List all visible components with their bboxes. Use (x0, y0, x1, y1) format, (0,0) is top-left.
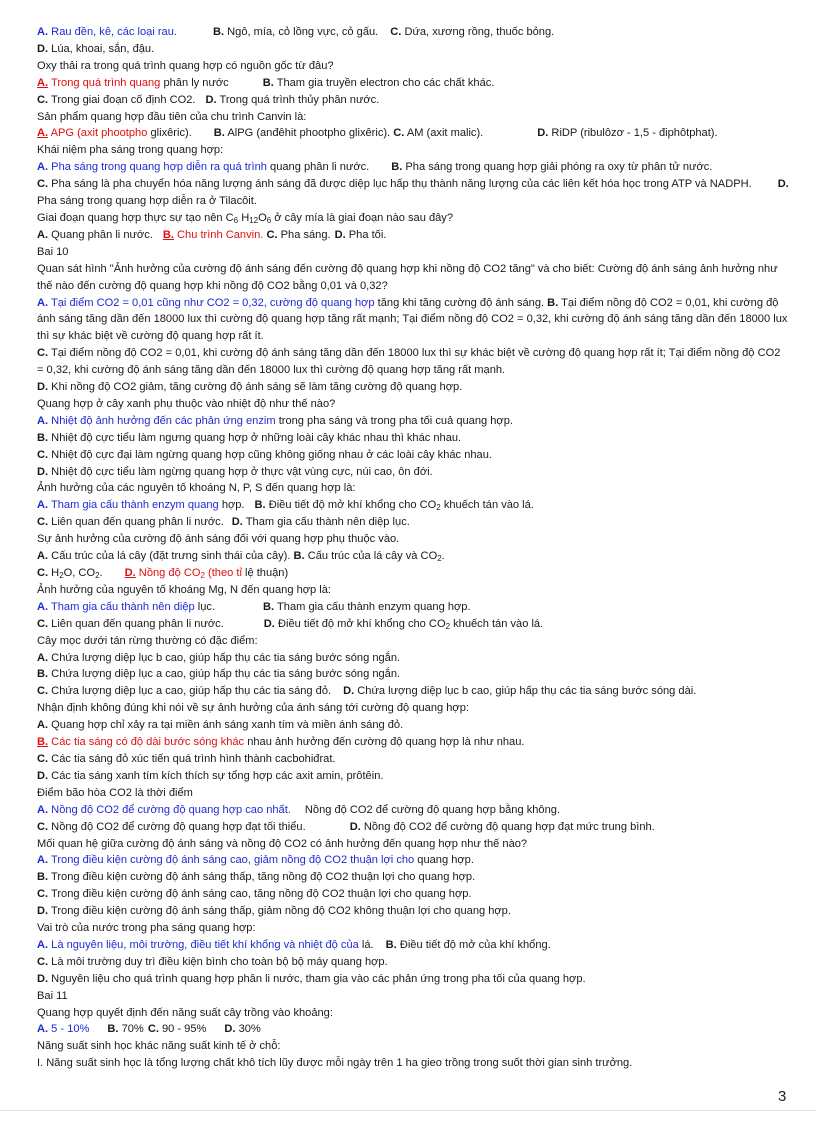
text-segment: O (258, 211, 267, 224)
text-segment: glixêric). (147, 127, 192, 140)
text-segment: Oxy thải ra trong quá trình quang hợp có nguồn gốc từ đâu? (37, 59, 334, 72)
text-segment: Trong quá trình thủy phân nước. (216, 93, 380, 106)
text-line (37, 24, 789, 41)
text-line (37, 41, 789, 58)
text-line (37, 142, 789, 159)
text-line (37, 565, 789, 582)
text-segment: A. (37, 76, 49, 89)
text-segment: Tham gia cấu thành nên diệp (48, 600, 195, 613)
text-segment: Bai 10 (37, 245, 69, 258)
text-segment: Là môi trường duy trì điều kiện bình cho toàn bộ bộ máy quang hợp. (48, 955, 388, 968)
text-segment: Lúa, khoai, sắn, đậu. (48, 42, 155, 55)
text-segment: APG (axit phootpho (48, 127, 148, 140)
text-line (37, 227, 789, 244)
text-line (37, 751, 789, 768)
text-segment: C. (37, 448, 49, 461)
text-segment: D. (205, 93, 217, 106)
text-segment: D. (124, 567, 136, 579)
text-line (37, 295, 789, 346)
subscript: 2 (437, 554, 442, 564)
text-segment: C. (37, 93, 49, 106)
text-segment: Tham gia cấu thành enzym quang (48, 499, 219, 512)
text-line (37, 464, 789, 481)
text-segment: AM (axit malic). (404, 127, 484, 140)
text-line (37, 261, 789, 295)
text-segment: D. (224, 1023, 236, 1036)
text-line (37, 819, 789, 836)
text-segment: Tại điểm CO2 = 0,01 cũng như CO2 = 0,32, cường độ quang hợp (48, 296, 375, 309)
text-segment: Chứa lượng diệp lục b cao, giúp hấp thụ các tia sáng bước sóng dài. (354, 685, 697, 698)
text-segment: Chứa lượng diệp lục a cao, giúp hấp thụ các tia sáng đỏ. (48, 685, 332, 698)
text-segment: B. (212, 26, 225, 38)
text-line (37, 75, 789, 92)
text-segment: Dứa, xương rồng, thuốc bỏng. (401, 26, 555, 38)
text-segment: Vai trò của nước trong pha sáng quang hợp: (37, 922, 256, 935)
text-segment: Ảnh hưởng của các nguyên tố khoáng N, P, S đến quang hợp là: (37, 482, 356, 495)
text-line (37, 633, 789, 650)
text-segment: B. (213, 127, 225, 140)
text-segment: O, CO (63, 567, 96, 579)
text-segment: tăng khi tăng cường độ ánh sáng. (374, 296, 545, 309)
subscript: 6 (233, 215, 239, 225)
text-segment: Giai đoạn quang hợp thực sự tạo nên C (37, 211, 234, 224)
text-line (37, 1021, 789, 1038)
text-line (37, 58, 789, 75)
document-page (37, 24, 789, 1072)
text-line (37, 531, 789, 548)
text-segment: ở cây mía là giai đoạn nào sau đây? (271, 211, 454, 224)
text-segment: Pha sáng trong quang hợp giải phóng ra oxy từ phân tử nước. (402, 161, 713, 174)
text-segment: Quang hợp quyết định đến năng suất cây trồng vào khoảng: (37, 1006, 333, 1019)
text-segment: Pha sáng trong quang hợp diễn ra ở Tilacôit. (37, 195, 257, 208)
text-line (37, 109, 789, 126)
text-line (37, 886, 789, 903)
text-segment: Pha sáng trong quang hợp diễn ra quá trình (48, 161, 267, 174)
text-line (37, 1005, 789, 1022)
text-segment: Trong quá trình quang (48, 76, 161, 89)
text-line (37, 785, 789, 802)
text-segment: Nồng độ CO2 để cường độ quang hợp đạt mức trung bình. (360, 820, 655, 833)
text-segment: RiDP (ribulôzơ - 1,5 - điphôtphat). (548, 127, 718, 140)
text-segment: B. (290, 550, 305, 563)
text-segment: Trong điều kiện cường độ ánh sáng thấp, giảm nồng độ CO2 không thuận lợi cho quang hợp. (48, 905, 511, 918)
text-segment: A. (37, 651, 49, 664)
text-segment: C. (37, 820, 49, 833)
text-segment: B. (262, 76, 274, 89)
text-segment: quang phân li nước. (266, 161, 370, 174)
text-segment: C. (37, 955, 49, 968)
text-segment: Tại điểm nồng độ CO2 = 0,01, khi cường độ ánh sáng tăng dần đến 18000 lux thì sự khác biệt về cường độ quang hợp rất ít; Tại điểm nồng độ CO2 = 0,32, khi cường độ ánh sáng tăng dần đến 18000 lux thì cường độ quang hợp tăng rất mạnh. (37, 347, 781, 377)
text-segment: H (48, 567, 60, 579)
page-number: 3 (778, 1088, 787, 1105)
text-segment: Tham gia cấu thành enzym quang hợp. (274, 600, 471, 613)
text-segment: khuếch tán vào lá. (440, 499, 534, 512)
text-line (37, 582, 789, 599)
text-segment: D. (37, 769, 49, 782)
text-segment: Ảnh hưởng của nguyên tố khoáng Mg, N đến quang hợp là: (37, 583, 331, 596)
text-line (37, 734, 789, 751)
text-segment: D. (263, 617, 275, 630)
text-segment: Điều tiết độ mở của khí khổng. (396, 938, 551, 951)
text-segment: Quang hợp chỉ xảy ra tại miền ánh sáng xanh tím và miền ánh sáng đỏ. (48, 719, 404, 732)
text-segment: Tham gia truyền electron cho các chất khác. (273, 76, 495, 89)
text-line (37, 802, 789, 819)
text-line (37, 768, 789, 785)
text-segment: A. (37, 1023, 49, 1036)
text-segment: B. (391, 161, 403, 174)
text-segment: D. (37, 972, 49, 985)
text-segment: Nhiệt độ cực tiểu làm ngừng quang hợp ở thực vật vùng cực, núi cao, ôn đới. (48, 465, 433, 478)
text-line (37, 1038, 789, 1055)
text-segment: Pha tối. (345, 228, 387, 241)
text-segment: lá. (358, 938, 374, 951)
text-line (37, 210, 789, 227)
text-segment: D. (37, 905, 49, 918)
text-segment: A. (37, 719, 49, 732)
text-line (37, 717, 789, 734)
text-line (37, 480, 789, 497)
text-segment: (theo tỉ (204, 567, 242, 579)
text-segment: A. (37, 550, 49, 563)
text-segment: D. (777, 178, 789, 191)
text-line (37, 836, 789, 853)
text-line (37, 988, 789, 1005)
text-segment: Nhiệt độ cực tiểu làm ngưng quang hợp ở những loài cây khác nhau thì khác nhau. (48, 431, 462, 444)
text-segment: B. (107, 1023, 119, 1036)
text-segment: Là nguyên liệu, môi trường, điều tiết khí khổng và nhiệt độ của (48, 938, 359, 951)
text-segment: A. (37, 803, 49, 816)
text-segment: D. (343, 685, 355, 698)
text-line (37, 650, 789, 667)
subscript: 12 (249, 215, 259, 225)
text-segment: C. (390, 127, 405, 140)
text-segment: B. (37, 871, 49, 884)
subscript: 2 (436, 503, 441, 513)
text-line (37, 666, 789, 683)
text-line (37, 599, 789, 616)
text-segment: A. (37, 854, 49, 867)
text-segment: . (99, 567, 103, 579)
text-segment: 30% (235, 1023, 261, 1036)
text-segment: Nồng độ CO (135, 567, 201, 579)
subscript: 6 (266, 215, 272, 225)
text-segment: C. (390, 26, 402, 38)
text-segment: Liên quan đến quang phân li nước. (48, 516, 224, 529)
text-segment: Quang hợp ở cây xanh phụ thuộc vào nhiệt độ như thế nào? (37, 397, 336, 410)
text-line (37, 852, 789, 869)
text-segment: C. (37, 685, 49, 698)
text-segment: D. (334, 228, 346, 241)
text-line (37, 430, 789, 447)
text-segment: khuếch tán vào lá. (450, 617, 544, 630)
text-segment: D. (37, 381, 49, 394)
text-line (37, 954, 789, 971)
text-segment: Các tia sáng xanh tím kích thích sự tổng hợp các axit amin, prôtêin. (48, 769, 384, 782)
text-line (37, 379, 789, 396)
text-segment: A. (37, 600, 49, 613)
text-segment: B. (37, 736, 49, 749)
text-segment: Các tia sáng có độ dài bước sóng khác (48, 736, 245, 749)
text-segment: phân ly nước (160, 76, 229, 89)
text-segment: C. (147, 1023, 159, 1036)
text-segment: B. (544, 296, 559, 309)
text-segment: A. (37, 228, 49, 241)
text-line (37, 700, 789, 717)
text-segment: AlPG (anđêhit phootpho glixêric). (224, 127, 391, 140)
text-segment: Pha sáng là pha chuyển hóa năng lượng ánh sáng đã được diệp lục hấp thụ thành năng lượng của các liên kết hóa học trong ATP và NADPH. (48, 178, 752, 191)
text-line (37, 548, 789, 565)
text-segment: Tại điểm nồng độ CO2 = 0,01, khi cường độ ánh sáng tăng dần đến 18000 lux thì cường độ quang hợp tăng rất mạnh; Tại điểm nồng độ CO2 = 0,32, khi cường độ ánh sáng tăng dần đến 18000 lux thì sự khác biệt về cường độ quang hợp rất ít. (37, 296, 788, 343)
text-segment: Trong điều kiện cường độ ánh sáng cao, giảm nồng độ CO2 thuận lợi cho (48, 854, 415, 867)
text-segment: A. (37, 938, 49, 951)
text-segment: Trong điều kiện cường độ ánh sáng thấp, tăng nồng độ CO2 thuận lợi cho quang hợp. (48, 871, 476, 884)
text-line (37, 937, 789, 954)
text-segment: C. (37, 617, 49, 630)
text-segment: lệ thuận) (241, 567, 289, 579)
text-segment: I. Năng suất sinh học là tổng lượng chất khô tích lũy được mỗi ngày trên 1 ha gieo trồng trong suốt thời gian sinh trưởng. (37, 1057, 633, 1070)
text-segment: Nguyên liệu cho quá trình quang hợp phân li nước, tham gia vào các phản ứng trong pha tối của quang hợp. (48, 972, 586, 985)
text-line (37, 396, 789, 413)
text-segment: Khi nồng độ CO2 giảm, tăng cường độ ánh sáng sẽ làm tăng cường độ quang hợp. (48, 381, 463, 394)
text-segment: C. (37, 888, 49, 901)
text-segment: Điều tiết độ mở khí khổng cho CO (274, 617, 446, 630)
text-segment: Nhiệt độ ảnh hưởng đến các phản ứng enzim (48, 414, 276, 427)
text-line (37, 176, 789, 210)
text-segment: Năng suất sinh học khác năng suất kinh tế ở chỗ: (37, 1040, 281, 1053)
text-segment: Cấu trúc của lá cây và CO (304, 550, 438, 563)
text-segment: C. (37, 752, 49, 765)
text-segment: quang hợp. (414, 854, 474, 867)
text-segment: B. (162, 228, 174, 241)
text-segment: D. (349, 820, 361, 833)
subscript: 2 (59, 571, 64, 580)
text-segment: C. (37, 178, 49, 191)
text-segment: Điểm bão hòa CO2 là thời điểm (37, 786, 193, 799)
text-segment: Bai 11 (37, 989, 68, 1002)
text-segment: D. (37, 42, 49, 55)
text-segment: A. (37, 127, 49, 140)
text-line (37, 869, 789, 886)
text-segment: A. (37, 499, 49, 512)
text-line (37, 345, 789, 379)
text-segment: Rau đền, kê, các loại rau. (48, 26, 177, 38)
text-segment: Ngô, mía, cỏ lồng vực, cỏ gấu. (224, 26, 379, 38)
text-segment: 90 - 95% (158, 1023, 207, 1036)
subscript: 2 (200, 571, 205, 580)
text-segment: Chứa lượng diệp lục b cao, giúp hấp thụ các tia sáng bước sóng ngắn. (48, 651, 401, 664)
text-line (37, 514, 789, 531)
text-segment: Khái niệm pha sáng trong quang hợp: (37, 144, 224, 157)
text-segment: Trong giai đoạn cố định CO2. (48, 93, 196, 106)
text-segment: A. (37, 296, 49, 309)
subscript: 2 (445, 621, 451, 631)
text-segment: B. (385, 938, 397, 951)
text-segment: D. (231, 516, 243, 529)
text-segment: Quang phân li nước. (48, 228, 153, 241)
text-segment: A. (37, 26, 49, 38)
text-segment: Điều tiết độ mở khí khổng cho CO (265, 499, 437, 512)
text-segment: B. (37, 431, 49, 444)
text-line (37, 903, 789, 920)
text-line (37, 92, 789, 109)
text-segment: Cấu trúc của lá cây (đặt trưng sinh thái của cây). (48, 550, 291, 563)
text-line (37, 920, 789, 937)
text-segment: Chứa lượng diệp lục a cao, giúp hấp thụ các tia sáng bước sóng ngắn. (48, 668, 401, 681)
text-segment: lục. (194, 600, 216, 613)
text-segment: Pha sáng. (277, 228, 331, 241)
text-line (37, 616, 789, 633)
text-line (37, 413, 789, 430)
text-segment: Trong điều kiện cường độ ánh sáng cao, tăng nồng độ CO2 thuận lợi cho quang hợp. (48, 888, 472, 901)
text-segment: hợp. (218, 499, 245, 512)
text-segment: A. (37, 161, 49, 174)
text-segment: C. (37, 516, 49, 529)
text-segment: C. (37, 347, 49, 360)
text-segment: Sản phẩm quang hợp đầu tiên của chu trình Canvin là: (37, 110, 307, 123)
text-segment: C. (37, 567, 49, 579)
text-line (37, 125, 789, 142)
text-segment: Sự ảnh hưởng của cường độ ánh sáng đối với quang hợp phụ thuộc vào. (37, 533, 400, 546)
text-line (37, 683, 789, 700)
text-segment: B. (254, 499, 266, 512)
text-line (37, 971, 789, 988)
text-segment: Nồng độ CO2 để cường độ quang hợp bằng không. (304, 803, 561, 816)
text-segment: Nồng độ CO2 để cường độ quang hợp cao nhất. (48, 803, 291, 816)
text-segment: Nồng độ CO2 để cường độ quang hợp đạt tối thiểu. (48, 820, 306, 833)
text-segment: Tham gia cấu thành nên diệp lục. (242, 516, 410, 529)
text-segment: trong pha sáng và trong pha tối cuả quang hợp. (275, 414, 513, 427)
text-segment: Các tia sáng đỏ xúc tiến quá trình hình thành cacbohiđrat. (48, 752, 336, 765)
text-line (37, 497, 789, 514)
text-line (37, 1055, 789, 1072)
text-line (37, 447, 789, 464)
text-segment: nhau ảnh hưởng đến cường độ quang hợp là như nhau. (244, 736, 525, 749)
text-segment: 70% (118, 1023, 144, 1036)
text-line (37, 244, 789, 261)
text-segment: Chu trình Canvin. (173, 228, 264, 241)
text-segment: D. (537, 127, 549, 140)
text-segment: H (238, 211, 250, 224)
text-segment: B. (263, 600, 275, 613)
text-segment: Nhiệt độ cực đại làm ngừng quang hợp cũng không giống nhau ở các loài cây khác nhau. (48, 448, 492, 461)
text-segment: 5 - 10% (48, 1023, 90, 1036)
subscript: 2 (95, 571, 100, 580)
text-segment: B. (37, 668, 49, 681)
text-line (37, 159, 789, 176)
footer-divider (0, 1110, 816, 1111)
text-segment: Liên quan đến quang phân li nước. (48, 617, 224, 630)
text-segment: D. (37, 465, 49, 478)
text-segment: C. (263, 228, 278, 241)
text-segment: Nhận định không đúng khi nói về sự ảnh hưởng của ánh sáng tới cường độ quang hợp: (37, 702, 469, 715)
text-segment: A. (37, 414, 49, 427)
text-segment: Mối quan hệ giữa cường độ ánh sáng và nồng độ CO2 có ảnh hưởng đến quang hợp như thế nào? (37, 837, 528, 850)
text-segment: Cây mọc dưới tán rừng thường có đặc điểm: (37, 634, 258, 647)
text-segment: . (441, 550, 445, 563)
text-segment: Quan sát hình "Ảnh hưởng của cường độ ánh sáng đến cường độ quang hợp khi nồng độ CO2 tăng" và cho biết: Cường độ ánh sáng ảnh hưởng như thế nào đến cường độ quang hợp khi nồng độ CO2 bằng 0,01 và 0,32? (37, 262, 778, 292)
